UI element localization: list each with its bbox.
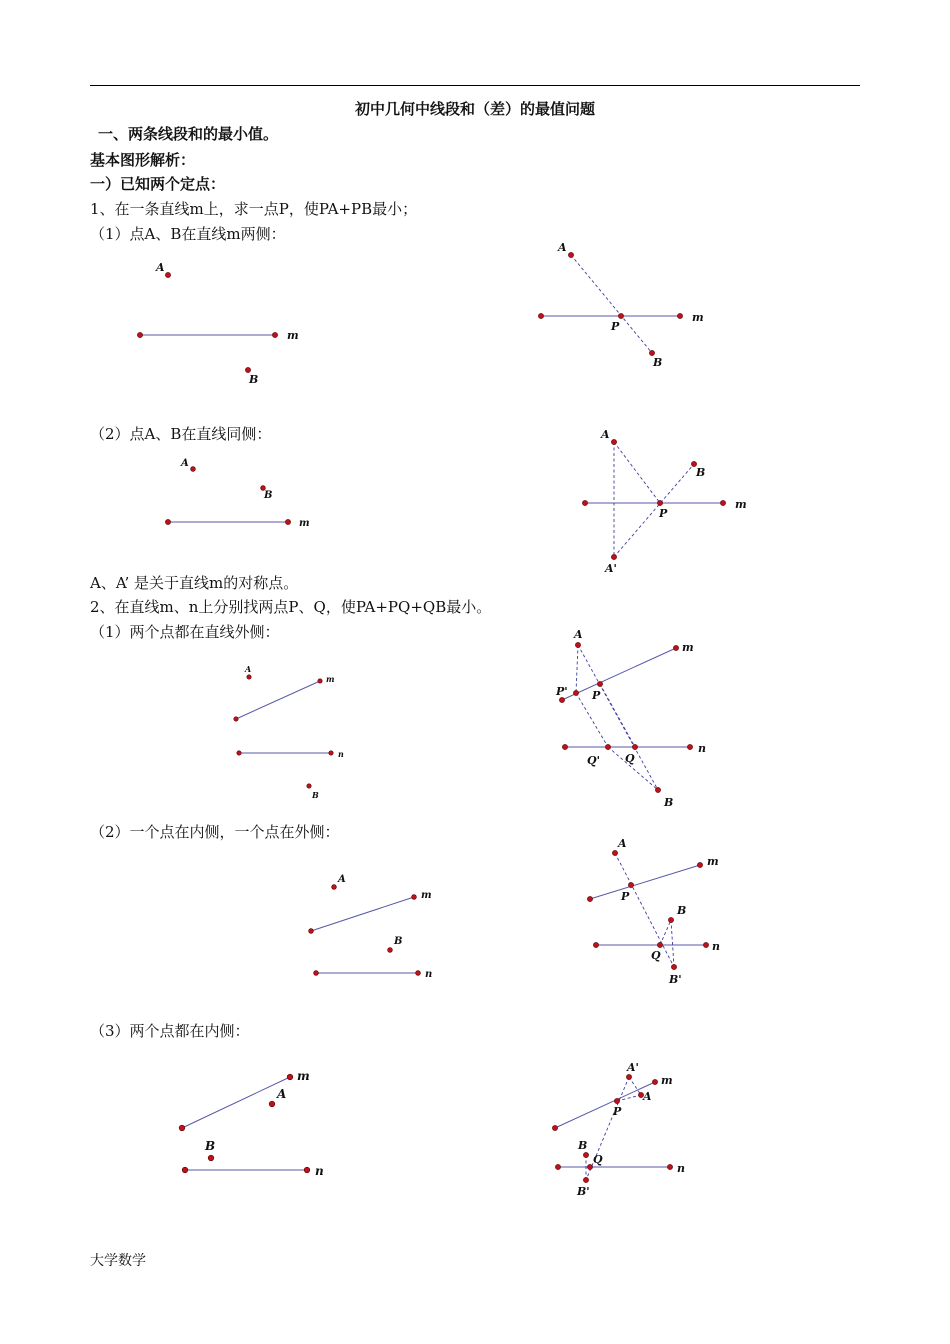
case-1-1: （1）点A、B在直线m两侧： [90, 225, 286, 243]
point-n-left [555, 1164, 560, 1169]
doc-title: 初中几何中线段和（差）的最值问题 [354, 100, 595, 118]
label-b: B [249, 373, 259, 386]
segment-aa-prime [629, 1077, 641, 1095]
label-a-prime: A' [627, 1061, 639, 1074]
label-b: B [677, 904, 687, 917]
label-n: n [315, 1164, 324, 1178]
line-m [555, 1082, 655, 1128]
label-b: B [664, 796, 674, 809]
footer-text: 大学数学 [90, 1253, 146, 1269]
question-2: 2、在直线m、n上分别找两点P、Q，使PA+PQ+QB最小。 [90, 598, 492, 616]
label-b: B [696, 466, 706, 479]
label-a: A [574, 628, 583, 641]
label-q: Q [651, 949, 661, 962]
question-1: 1、在一条直线m上，求一点P，使PA+PB最小； [90, 200, 418, 218]
label-q: Q [625, 752, 635, 765]
label-m: m [326, 674, 335, 684]
point-a-prime [626, 1074, 631, 1079]
label-m: m [682, 641, 694, 654]
point-m-right [652, 1079, 657, 1084]
point-n-right [667, 1164, 672, 1169]
label-m: m [735, 498, 747, 511]
label-m: m [287, 329, 299, 342]
case-1-2: （2）点A、B在直线同侧： [90, 425, 272, 443]
case-2-1: （1）两个点都在直线外侧： [90, 623, 280, 641]
label-m: m [297, 1069, 310, 1083]
label-p: P [611, 320, 620, 333]
label-a: A [181, 458, 189, 469]
label-m: m [421, 890, 432, 901]
label-n: n [425, 969, 433, 980]
label-m: m [692, 311, 704, 324]
symmetry-note: A、A’ 是关于直线m的对称点。 [90, 574, 299, 592]
label-b: B [394, 936, 403, 947]
case-2-3: （3）两个点都在内侧： [90, 1022, 250, 1040]
label-a: A [245, 664, 252, 674]
point-m-left [552, 1125, 557, 1130]
label-b: B [653, 356, 663, 369]
label-b: B [312, 790, 319, 800]
label-b-prime: B' [577, 1185, 590, 1198]
label-p: P [659, 507, 668, 520]
label-a-prime: A' [605, 562, 617, 575]
basic-heading: 基本图形解析： [90, 151, 196, 169]
point-b [583, 1152, 588, 1157]
label-a: A [558, 241, 567, 254]
label-n: n [698, 742, 706, 755]
label-m: m [299, 518, 310, 529]
section-heading: 一、两条线段和的最小值。 [98, 125, 279, 143]
label-a: A [277, 1087, 287, 1101]
label-m: m [707, 855, 719, 868]
label-a: A [618, 837, 627, 850]
point-p [614, 1098, 619, 1103]
label-a: A [156, 261, 165, 274]
label-n: n [712, 940, 720, 953]
label-q-prime: Q' [587, 754, 600, 767]
label-a: A [338, 874, 346, 885]
label-b: B [578, 1139, 588, 1152]
label-q: Q [593, 1153, 603, 1166]
point-q [587, 1164, 592, 1169]
label-p: P [613, 1105, 622, 1118]
label-b: B [205, 1139, 216, 1153]
label-a: A [601, 428, 610, 441]
label-n: n [677, 1162, 685, 1175]
label-b: B [264, 490, 273, 501]
label-p: P [621, 890, 630, 903]
label-m: m [661, 1074, 673, 1087]
point-b-prime [583, 1177, 588, 1182]
sub-heading: 一）已知两个定点： [90, 175, 226, 193]
label-p-prime: P' [556, 685, 568, 698]
label-b-prime: B' [669, 973, 682, 986]
label-p: P [592, 689, 601, 702]
label-a: A [643, 1090, 652, 1103]
label-n: n [338, 749, 344, 759]
case-2-2: （2）一个点在内侧，一个点在外侧： [90, 823, 340, 841]
